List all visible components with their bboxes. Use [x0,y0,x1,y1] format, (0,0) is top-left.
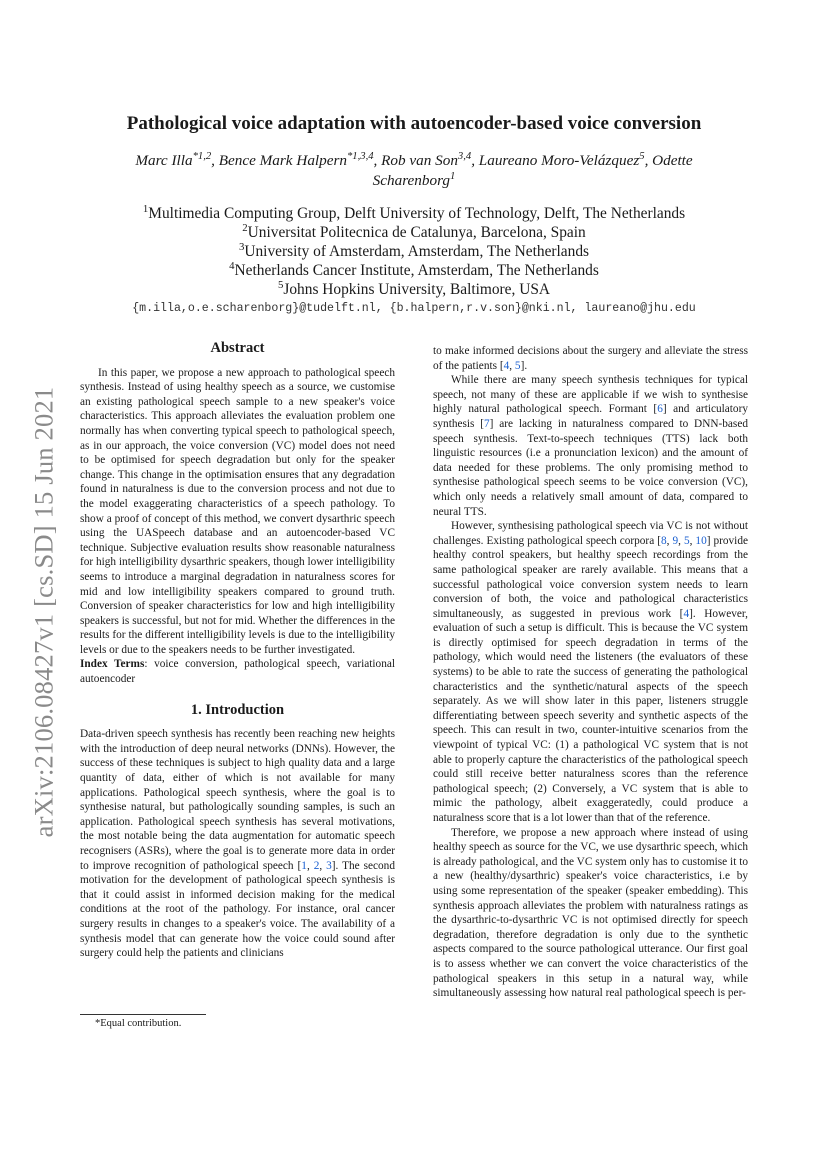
abstract-heading: Abstract [210,340,265,356]
paragraph-text: ] and articulatory synthesis [ [433,403,748,430]
intro-paragraph: Therefore, we propose a new approach where instead of using healthy speech as source for the VC, we use dysarthric speech, which is already pathological, and the VC system only has to customise it to a new (healthy/dysarthric) speaker's voice characteristics, i.e by using some representation of the speaker (speaker embedding). This synthesis approach alleviates the problem with naturalness ratings as the dysarthric-to-dysarthric VC is not optimised directly for speech degradation, therefore degradation is only due to the synthetic aspects compared to the source pathological utterance. Our first goal is to assess whether we can convert the voice characteristics of the pathological speakers in this setup in a natural way, while simultaneously assessing how natural real pathological speech is per- [433,826,748,1000]
paragraph-text: ]. However, evaluation of such a setup is difficult. This is because the VC system is directly optimised for speech degradation in terms of the pathology, which would need the listeners (the evaluators of these systems) to be able to rate the success of generating the pathological characteristics and the synthetic/natural aspects of the speech separately. As we will show later in this paper, listeners struggle differentiating between speech severity and synthetic aspects of the speech. This can result in two, counter-intuitive scenarios from the viewpoint of typical VC: (1) a pathological VC system that is not able to properly capture the characteristics of the pathological speech could still receive better naturalness scores than the reference pathological speech; (2) Conversely, a VC system that is able to mimic the pathology, albeit exaggeratedly, could produce a naturalness score that is a lot lower than that of the reference. [433,607,749,824]
affiliation-line [0,242,828,261]
author-emails: {m.illa,o.e.scharenborg}@tudelft.nl, {b.halpern,r.v.son}@nki.nl, laureano@jhu.edu [132,302,696,315]
intro-paragraph [433,373,748,519]
paragraph-text: Data-driven speech synthesis has recently been reaching new heights with the introduction of deep neural networks (DNNs). However, the success of these techniques is subject to high quality data and a large quantity of data, either of which is not available for many applications. Pathological speech synthesis, where the goal is to synthesise natural, but pathologically sounding samples, is such an application. Pathological speech synthesis has several motivations, the most notable being the data augmentation for automatic speech recognisers (ASRs), where the goal is to generate more data in order to improve recognition of pathological speech [ [80,728,395,872]
paragraph-text: ]. The second motivation for the development of pathological speech synthesis is that it could assist in informed decision making for the medical conditions at the root of the pathology. For instance, oral cancer surgery results in changes to a speaker's voice. The availability of a synthesis model that can generate how the voice could sound after surgery could help the patients and clinicians [80,859,395,960]
author-name: Marc Illa [135,152,193,169]
affiliation-line [0,223,828,242]
affiliation-line [0,204,828,223]
affiliation-text: Universitat Politecnica de Catalunya, Barcelona, Spain [247,224,586,241]
affiliation-line [0,261,828,280]
paragraph-text: ]. [520,359,528,372]
paragraph-text: ] provide healthy control speakers, but healthy speech recordings from the same pathological speaker are rarely available. This means that a successful pathological voice conversion system needs to learn conversion of both, the voice and pathological characteristics simultaneously, as suggested in previous work [ [433,534,748,620]
citation-link[interactable]: 3 [326,859,332,872]
introduction-heading: 1. Introduction [190,701,285,718]
left-column [80,341,395,961]
arxiv-side-stamp [22,372,66,852]
affiliation-superscript: 5 [277,278,284,291]
arxiv-identifier: arXiv:2106.08427v1 [cs.SD] 15 Jun 2021 [28,386,59,838]
affiliation-list [0,204,828,299]
author-superscript: *1,2 [192,150,212,162]
paragraph-text: ] are lacking in naturalness compared to DNN-based speech synthesis. Text-to-speech techniques (TTS) lack both linguistic resources (i.e a pronunciation lexicon) and the amount of data needed for these problems. The only promising method to synthesise pathological speech seems to be voice conversion (VC), which only needs a relatively small amount of data, compared to neural TTS. [433,417,748,518]
author-superscript: 5 [639,150,645,162]
paragraph-text: to make informed decisions about the surgery and alleviate the stress of the patients [ [433,345,748,372]
author-name: Laureano Moro-Velázquez [478,152,640,169]
affiliation-superscript: 4 [229,259,235,272]
affiliation-text: University of Amsterdam, Amsterdam, The Netherlands [244,243,590,260]
index-terms-label: Index Terms [80,658,145,671]
citation-link[interactable]: 1 [301,859,307,872]
paragraph-text: While there are many speech synthesis techniques for typical speech, not many of these are applicable if we wish to synthesise highly natural pathological speech. Formant [ [433,374,748,416]
intro-paragraph: Data-driven speech synthesis has recently been reaching new heights with the introduction of deep neural networks (DNNs). However, the success of these techniques is subject to high quality data and a large quantity of data, either of which is not available for many applications. Pathological speech synthesis, where the goal is to synthesise natural, but pathologically sounding samples, is such an application. Pathological speech synthesis has several motivations, the most notable being the data augmentation for automatic speech recognisers (ASRs), where the goal is to generate more data in order to improve recognition of pathological speech [1, 2, 3]. The second motivation for the development of pathological speech synthesis is that it could assist in informed decision making for the medical conditions at the root of the pathology. For instance, oral cancer surgery results in changes to a speaker's voice. The availability of a synthesis model that can generate how the voice could sound after surgery could help the patients and clinicians [80,728,395,960]
affiliation-text: Multimedia Computing Group, Delft University of Technology, Delft, The Netherlands [148,205,686,222]
author-superscript: 1 [450,170,456,182]
citation-link[interactable]: 7 [484,417,490,430]
citation-link[interactable]: 4 [683,607,690,620]
right-column [433,344,748,1001]
affiliation-superscript: 3 [238,240,245,253]
citation-link[interactable]: 5 [683,534,690,547]
intro-paragraph: to make informed decisions about the surgery and alleviate the stress of the patients [4, 5]. [433,345,748,372]
citation-link[interactable]: 2 [313,859,320,872]
index-terms-text: : voice conversion, pathological speech, variational autoencoder [80,658,395,686]
author-superscript: *1,3,4 [346,150,374,162]
affiliation-line [0,280,828,299]
affiliation-text: Netherlands Cancer Institute, Amsterdam, The Netherlands [234,262,599,279]
index-terms [80,657,395,686]
citation-link[interactable]: 8 [660,534,667,547]
paper-title: Pathological voice adaptation with autoencoder-based voice conversion [126,113,702,134]
author-list: Marc Illa$^{*1,2}$, Bence Mark Halpern$^{*1,3,4}$, Rob van Son$^{3,4}$, Laureano Moro-Velázquez$^5$, Odette Scharenborg$^1$ [135,150,693,189]
footnote: *Equal contribution. [95,1018,182,1029]
footnote-rule [80,1014,206,1015]
author-name: Bence Mark Halpern [218,152,347,169]
citation-link[interactable]: 9 [672,534,679,547]
citation-link[interactable]: 5 [514,359,521,372]
affiliation-superscript: 2 [242,221,248,234]
affiliation-superscript: 1 [142,202,149,215]
citation-link[interactable]: 6 [657,403,663,416]
abstract-text: In this paper, we propose a new approach to pathological speech synthesis. Instead of using healthy speech as a source, we customise an existing pathological speech sample to a new speaker's voice characteristics. This approach alleviates the evaluation problem one normally has when converting typical speech to pathological speech, as in our approach, the voice conversion (VC) model does not need to be optimised for speech degradation but only for the speaker change. This change in the optimisation ensures that any degradation found in naturalness is due to the conversion process and not due to the model exaggerating characteristics of a speech pathology. To show a proof of concept of this method, we convert dysarthric speech using the UASpeech database and an autoencoder-based VC technique. Subjective evaluation results show reasonable naturalness for high intelligibility dysarthric speakers, though lower intelligibility seems to introduce a marginal degradation in naturalness scores for mid and low intelligibility speakers compared to ground truth. Conversion of speaker characteristics for low and high intelligibility speakers is successful, but not for mid. Whether the differences in the results for the different intelligibility levels is due to the intelligibility levels or due to the speakers needs to be further investigated. [80,366,396,656]
author-name: Rob van Son [381,152,458,169]
citation-link[interactable]: 4 [503,359,510,372]
intro-paragraph: However, synthesising pathological speech via VC is not without challenges. Existing pathological speech corpora [8, 9, 5, 10] provide healthy control speakers, but healthy speech recordings from the same pathological speaker are rarely available. This means that a successful pathological voice conversion system needs to learn conversion of both, the voice and pathological characteristics simultaneously, as suggested in previous work [4]. However, evaluation of such a setup is difficult. This is because the VC system is directly optimised for speech degradation in terms of the pathology, which would need the listeners (the evaluators of these systems) to be able to rate the success of generating the pathological characteristics and the synthetic/natural aspects of the speech separately. As we will show later in this paper, listeners struggle differentiating between speech severity and synthetic aspects of the speech. This can result in two, counter-intuitive scenarios from the viewpoint of typical VC: (1) a pathological VC system that is not able to properly capture the characteristics of the pathological speech could still receive better naturalness scores than the reference pathological speech; (2) Conversely, a VC system that is able to mimic the pathology, albeit exaggeratedly, could produce a naturalness score that is a lot lower than that of the reference. [433,520,749,824]
paragraph-text: However, synthesising pathological speech via VC is not without challenges. Existing pathological speech corpora [ [433,520,748,547]
affiliation-text: Johns Hopkins University, Baltimore, USA [283,281,550,298]
author-superscript: 3,4 [457,150,472,162]
citation-link[interactable]: 10 [695,534,707,547]
author-name: Odette Scharenborg [372,152,693,189]
